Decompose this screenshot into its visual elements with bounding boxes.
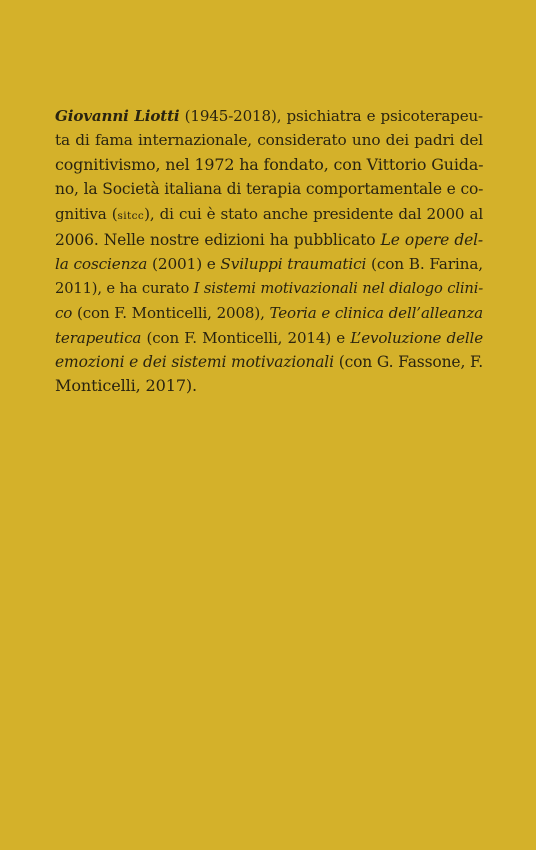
bio-line-2: ta di fama internazionale, considerato uno dei padri del [55, 131, 483, 150]
book-title: emozioni e dei sistemi motivazionali [55, 353, 334, 372]
bio-line-12: Monticelli, 2017). [55, 376, 198, 396]
bio-line-8 [55, 277, 483, 301]
book-title: Teoria e clinica dell’alleanza [269, 304, 483, 323]
bio-line-1 [55, 104, 483, 128]
bio-line-11 [55, 350, 483, 374]
bio-line-6 [55, 228, 483, 252]
book-title: Sviluppi traumatici [220, 255, 367, 274]
bio-text: gnitiva ( [55, 204, 118, 223]
bio-text: (con B. Farina, [366, 255, 483, 274]
book-title: la coscienza [55, 255, 148, 274]
book-title: Le opere del- [380, 231, 484, 250]
author-name: Giovanni Liotti [55, 107, 180, 125]
bio-text: 2006. Nelle nostre edizioni ha pubblicato [55, 231, 381, 250]
book-title: L’evoluzione delle [350, 328, 483, 347]
bio-text: 2011), e ha curato [55, 279, 194, 297]
bio-line-7 [55, 252, 483, 276]
bio-text: (2001) e [147, 255, 221, 274]
bio-text: ), di cui è stato anche presidente dal 2000 al [144, 204, 483, 223]
book-title: I sistemi motivazionali nel dialogo clini- [193, 279, 484, 297]
bio-text: (con G. Fassone, F. [333, 353, 483, 372]
bio-line-10 [55, 326, 483, 350]
acronym-sitcc: sitcc [117, 209, 145, 222]
bio-text: (1945-2018), psichiatra e psicoterapeu- [179, 107, 483, 125]
bio-line-9 [55, 301, 483, 325]
book-title: co [55, 304, 73, 323]
bio-line-4: no, la Società italiana di terapia comportamentale e co- [55, 180, 484, 199]
bio-line-5 [55, 202, 483, 228]
bio-line-3: cognitivismo, nel 1972 ha fondato, con Vittorio Guida- [55, 154, 484, 174]
bio-text: (con F. Monticelli, 2014) e [141, 328, 351, 347]
book-title: terapeutica [55, 328, 142, 347]
author-bio [55, 104, 483, 399]
bio-text: (con F. Monticelli, 2008), [72, 304, 270, 323]
